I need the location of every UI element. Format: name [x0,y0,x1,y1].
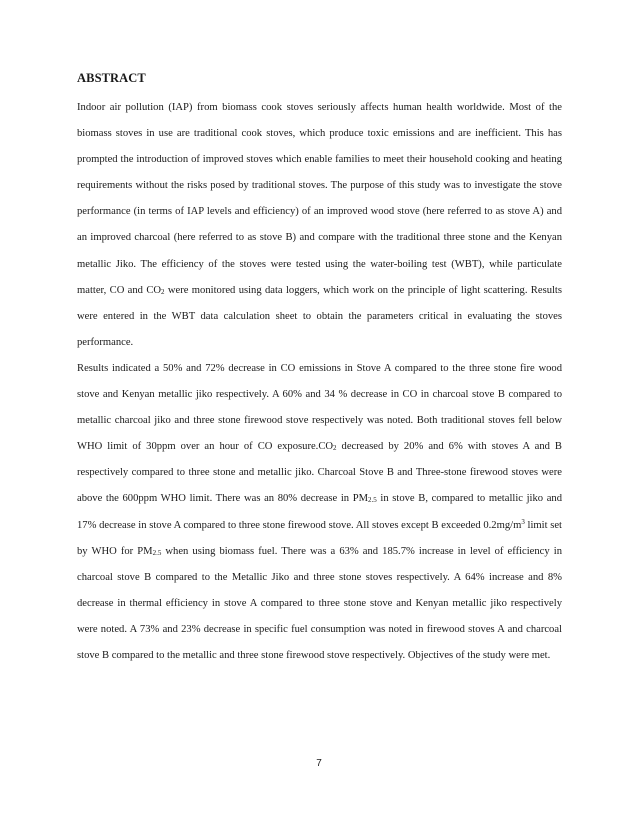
abstract-paragraph-2 [77,356,562,669]
paragraph-1-text-a: Indoor air pollution (IAP) from biomass cook stoves seriously affects human health worldwide. Most of the biomass stoves in use are traditional cook stoves, which produce toxic emissions and are inefficient. This has prompted the introduction of improved stoves which enable families to meet their household cooking and heating requirements without the risks posed by traditional stoves. The purpose of this study was to investigate the stove performance (in terms of IAP levels and efficiency) of an improved wood stove (here referred to as stove A) and an improved charcoal (here referred to as stove B) and compare with the traditional three stone and the Kenyan metallic Jiko. The efficiency of the stoves were tested using the water-boiling test (WBT), while particulate matter, CO and CO [77,102,562,296]
paragraph-2-text-b: decreased by 20% and 6% with stoves A and B respectively compared to three stone and metallic jiko. Charcoal Stove B and Three-stone firewood stoves were above the 600ppm WHO limit. There was an 80% decrease in PM [77,441,562,505]
abstract-heading: ABSTRACT [77,71,146,85]
paragraph-2-text-e: when using biomass fuel. There was a 63% and 185.7% increase in level of efficiency in charcoal stove B compared to the Metallic Jiko and three stone stoves respectively. A 64% increase and 8% decrease in thermal efficiency in stove A compared to three stone stove and Kenyan metallic jiko respectively were noted. A 73% and 23% decrease in specific fuel consumption was noted in firewood stoves A and charcoal stove B compared to the metallic and three stone firewood stove respectively. Objectives of the study were met. [77,545,562,662]
page-number: 7 [316,758,322,769]
cubic-superscript: 3 [521,517,525,526]
pm25-subscript: 2.5 [368,496,377,505]
paragraph-2-text-c: in stove B, compared to metallic jiko and 17% decrease in stove A compared to three stone firewood stove. All stoves except B exceeded 0.2mg/m [77,493,563,531]
pm25-subscript: 2.5 [152,548,162,557]
paragraph-2-text-d: limit set by WHO for PM [77,519,562,557]
co2-subscript: 2 [161,287,165,296]
co2-subscript: 2 [333,444,337,453]
paragraph-2-text-a: Results indicated a 50% and 72% decrease in CO emissions in Stove A compared to the three stone fire wood stove and Kenyan metallic jiko respectively. A 60% and 34 % decrease in CO in charcoal stove B compared to metallic charcoal jiko and three stone firewood stove respectively was noted. Both traditional stoves fell below WHO limit of 30ppm over an hour of CO exposure.CO [77,363,562,453]
abstract-paragraph-1 [77,95,562,356]
paragraph-1-text-b: were monitored using data loggers, which work on the principle of light scattering. Results were entered in the WBT data calculation sheet to obtain the parameters critical in evaluating the stoves performance. [77,284,562,348]
